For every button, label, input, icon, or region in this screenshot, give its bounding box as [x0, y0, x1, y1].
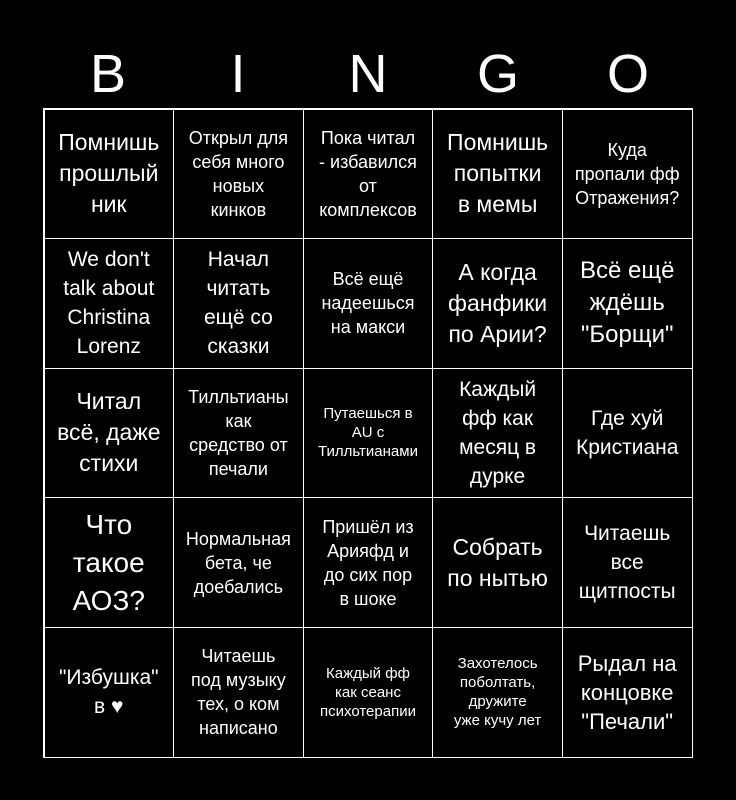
- cell-text: Путаешься в AU с Тилльтианами: [318, 405, 418, 461]
- bingo-cell[interactable]: [562, 497, 693, 628]
- bingo-grid: [43, 108, 693, 758]
- cell-text: Собрать по нытью: [447, 533, 548, 591]
- bingo-cell[interactable]: [173, 497, 304, 628]
- cell-text: Помнишь попытки в мемы: [447, 129, 549, 218]
- bingo-cell[interactable]: [44, 497, 175, 628]
- bingo-header: [43, 40, 693, 108]
- bingo-cell[interactable]: [173, 238, 304, 369]
- bingo-cell[interactable]: [432, 368, 563, 499]
- cell-text: Всё ещё надеешься на макси: [321, 269, 415, 338]
- bingo-cell[interactable]: [432, 497, 563, 628]
- bingo-cell[interactable]: [562, 368, 693, 499]
- bingo-cell[interactable]: [173, 368, 304, 499]
- cell-text: Куда пропали фф Отражения?: [574, 139, 680, 208]
- header-letter-o: O: [606, 44, 649, 104]
- bingo-cell[interactable]: [44, 238, 175, 369]
- cell-text: Что такое АОЗ?: [72, 508, 145, 616]
- cell-text: Пришёл из Арияфд и до сих пор в шоке: [322, 516, 414, 609]
- bingo-cell[interactable]: [432, 627, 563, 758]
- cell-text: Где хуй Кристиана: [575, 406, 679, 459]
- cell-text: Читаешь под музыку тех, о ком написано: [191, 646, 286, 739]
- bingo-cell[interactable]: [562, 238, 693, 369]
- cell-text: Каждый фф как сеанс психотерапии: [320, 664, 416, 720]
- bingo-cell[interactable]: [303, 497, 434, 628]
- cell-text: Тилльтианы как средство от печали: [188, 386, 289, 479]
- bingo-cell[interactable]: [44, 627, 175, 758]
- header-letter-b: B: [89, 44, 127, 104]
- bingo-cell[interactable]: [303, 368, 434, 499]
- bingo-cell[interactable]: [173, 109, 304, 240]
- header-letter-g: G: [476, 44, 519, 104]
- bingo-cell[interactable]: [432, 109, 563, 240]
- bingo-cell[interactable]: [44, 109, 175, 240]
- bingo-cell[interactable]: [303, 238, 434, 369]
- header-letter-n: N: [348, 44, 388, 104]
- cell-text: Начал читать ещё со сказки: [203, 248, 273, 359]
- cell-text: Всё ещё ждёшь "Борщи": [579, 257, 675, 349]
- bingo-cell[interactable]: [303, 109, 434, 240]
- cell-text: Рыдал на концовке "Печали": [577, 650, 677, 734]
- cell-text: Читаешь все щитпосты: [578, 522, 676, 604]
- cell-text: Открыл для себя много новых кинков: [188, 127, 289, 220]
- bingo-cell[interactable]: [303, 627, 434, 758]
- cell-text: Каждый фф как месяц в дурке: [459, 377, 537, 488]
- cell-text: А когда фанфики по Арии?: [448, 258, 548, 347]
- bingo-cell[interactable]: [44, 368, 175, 499]
- cell-text: We don't talk about Christina Lorenz: [63, 248, 155, 359]
- bingo-cell[interactable]: [562, 109, 693, 240]
- cell-text: Читал всё, даже стихи: [57, 388, 161, 477]
- cell-text: "Избушка" в ♥: [58, 666, 159, 719]
- cell-text: Пока читал - избавился от комплексов: [319, 127, 417, 220]
- header-letter-i: I: [230, 44, 246, 104]
- bingo-cell[interactable]: [173, 627, 304, 758]
- cell-text: Захотелось поболтать, дружите уже кучу лет: [453, 655, 542, 730]
- cell-text: Нормальная бета, че доебались: [185, 528, 291, 597]
- bingo-cell[interactable]: [562, 627, 693, 758]
- bingo-cell[interactable]: [432, 238, 563, 369]
- cell-text: Помнишь прошлый ник: [58, 129, 160, 218]
